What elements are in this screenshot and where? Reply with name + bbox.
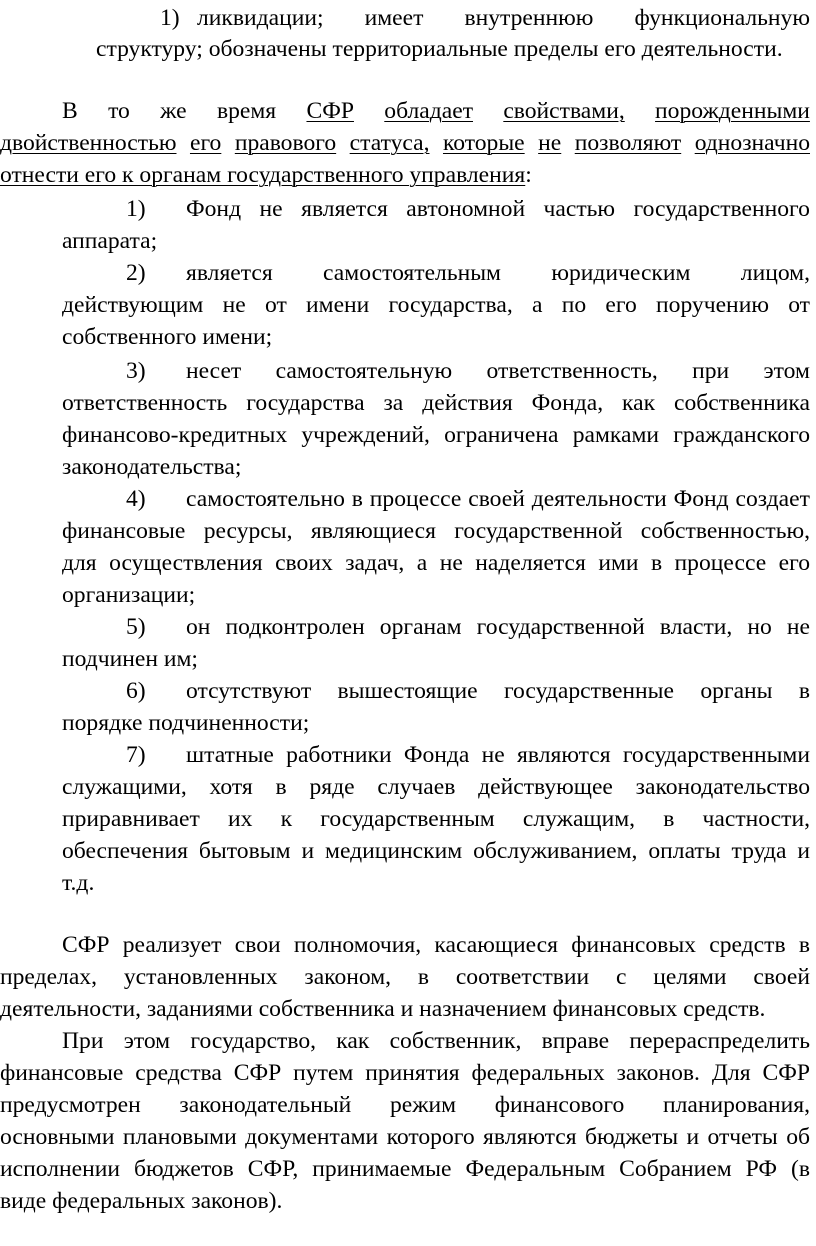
- para2-line-6: виде федеральных законов).: [0, 1188, 283, 1214]
- word: не: [481, 742, 505, 768]
- word: в: [351, 486, 363, 512]
- item-1-line-1: [186, 193, 810, 225]
- word: лицом,: [740, 260, 810, 286]
- item-3-line-2: ответственность государства за действия Фонда, как собственника: [62, 390, 810, 416]
- underlined-word: которые: [442, 130, 525, 156]
- underlined-word: статуса,: [349, 130, 430, 156]
- item-3-line-1: [186, 355, 810, 387]
- word: самостоятельным: [323, 260, 501, 286]
- word: подконтролен: [225, 614, 365, 640]
- item-4-line-2: финансовые ресурсы, являющиеся государственной собственностью,: [62, 518, 810, 544]
- item-7-line-2: служащими, хотя в ряде случаев действующее законодательство: [62, 774, 810, 800]
- underlined-word: свойствами,: [503, 98, 625, 124]
- top-item-number: 1): [160, 5, 180, 31]
- word: время: [216, 98, 277, 124]
- item-number: 1): [126, 196, 146, 222]
- word: Фонд: [673, 486, 729, 512]
- item-number: 5): [126, 614, 146, 640]
- top-item-line-2: структуру; обозначены территориальные пределы его деятельности.: [96, 36, 783, 62]
- word: деятельности: [531, 486, 667, 512]
- intro-line-3: [0, 159, 532, 191]
- para1-line-3: деятельности, заданиями собственника и назначением финансовых средств.: [0, 996, 766, 1022]
- para1-line-1: СФР реализует свои полномочия, касающиеся финансовых средств в: [62, 932, 810, 958]
- word: является: [186, 260, 273, 286]
- item-4-line-4: организации;: [62, 582, 196, 608]
- item-5-line-2: подчинен им;: [62, 646, 198, 672]
- word: внутреннюю: [464, 5, 594, 31]
- word: Фонда: [403, 742, 470, 768]
- item-number: 2): [126, 260, 146, 286]
- intro-line-2: [0, 127, 810, 159]
- underlined-word: порожденными: [655, 98, 810, 124]
- word: в: [798, 678, 810, 704]
- word: самостоятельную: [275, 358, 453, 384]
- word: имеет: [364, 5, 424, 31]
- item-number: 3): [126, 358, 146, 384]
- item-5-line-1: [186, 611, 810, 643]
- word: автономной: [406, 196, 526, 222]
- item-1-line-2: аппарата;: [62, 228, 158, 254]
- word: этом: [763, 358, 810, 384]
- intro-line-1: [62, 95, 810, 127]
- word: ответственность,: [486, 358, 658, 384]
- underlined-word: позволяют: [574, 130, 682, 156]
- word: вышестоящие: [337, 678, 478, 704]
- word: штатные: [186, 742, 274, 768]
- word: процессе: [369, 486, 462, 512]
- word: Фонд: [186, 196, 242, 222]
- item-2-line-3: собственного имени;: [62, 324, 273, 350]
- word: государственные: [503, 678, 675, 704]
- underlined-word: не: [538, 130, 562, 156]
- word: самостоятельно: [186, 486, 345, 512]
- word: он: [186, 614, 211, 640]
- para2-line-5: исполнении бюджетов СФР, принимаемые Федеральным Собранием РФ (в: [0, 1156, 810, 1182]
- item-7-line-1: [186, 739, 810, 771]
- item-4-line-3: для осуществления своих задач, а не наделяется ими в процессе его: [62, 550, 810, 576]
- item-4-line-1: [186, 483, 810, 515]
- item-7-line-3: приравнивает их к государственным служащим, в частности,: [62, 806, 810, 832]
- word: власти,: [659, 614, 733, 640]
- para2-line-4: основными плановыми документами которого являются бюджеты и отчеты об: [0, 1124, 810, 1150]
- para2-line-2: финансовые средства СФР путем принятия федеральных законов. Для СФР: [0, 1060, 810, 1086]
- word: органам: [379, 614, 462, 640]
- word: частью: [543, 196, 616, 222]
- item-6-line-1: [186, 675, 810, 707]
- word: но: [747, 614, 772, 640]
- word: создает: [735, 486, 810, 512]
- underlined-word: правового: [234, 130, 337, 156]
- item-7-line-5: т.д.: [62, 870, 95, 896]
- item-2-line-1: [186, 257, 810, 289]
- underlined-word: двойственностью: [0, 130, 177, 156]
- item-2-line-2: действующим не от имени государства, а по его поручению от: [62, 292, 810, 318]
- word: работники: [286, 742, 392, 768]
- top-item-line-1: [197, 2, 810, 34]
- word: не: [259, 196, 283, 222]
- word: не: [786, 614, 810, 640]
- word: же: [160, 98, 187, 124]
- item-3-line-3: финансово-кредитных учреждений, ограничена рамками гражданского: [62, 422, 810, 448]
- item-number: 4): [126, 486, 146, 512]
- item-number: 7): [126, 742, 146, 768]
- word: государственного: [633, 196, 810, 222]
- word: является: [301, 196, 388, 222]
- underlined-word: его: [189, 130, 222, 156]
- item-7-line-4: обеспечения бытовым и медицинским обслуживанием, оплаты труда и: [62, 838, 810, 864]
- para2-line-1: При этом государство, как собственник, вправе перераспределить: [62, 1028, 810, 1054]
- word: юридическим: [551, 260, 691, 286]
- item-number: 6): [126, 678, 146, 704]
- word: функциональную: [634, 5, 810, 31]
- word: государственными: [622, 742, 810, 768]
- word: государственной: [476, 614, 645, 640]
- word: своей: [468, 486, 525, 512]
- para1-line-2: пределах, установленных законом, в соответствии с целями своей: [0, 964, 810, 990]
- underlined-word: обладает: [384, 98, 473, 124]
- colon: :: [525, 162, 532, 188]
- word: В: [62, 98, 78, 124]
- word: при: [692, 358, 730, 384]
- underlined-word: СФР: [306, 98, 354, 124]
- underlined-phrase: отнести его к органам государственного управления: [0, 162, 526, 188]
- item-6-line-2: порядке подчиненности;: [62, 710, 310, 736]
- word: ликвидации;: [197, 5, 324, 31]
- underlined-word: однозначно: [694, 130, 810, 156]
- word: то: [108, 98, 130, 124]
- word: отсутствуют: [186, 678, 312, 704]
- word: органы: [700, 678, 773, 704]
- word: несет: [186, 358, 242, 384]
- para2-line-3: предусмотрен законодательный режим финансового планирования,: [0, 1092, 810, 1118]
- word: являются: [517, 742, 611, 768]
- item-3-line-4: законодательства;: [62, 454, 242, 480]
